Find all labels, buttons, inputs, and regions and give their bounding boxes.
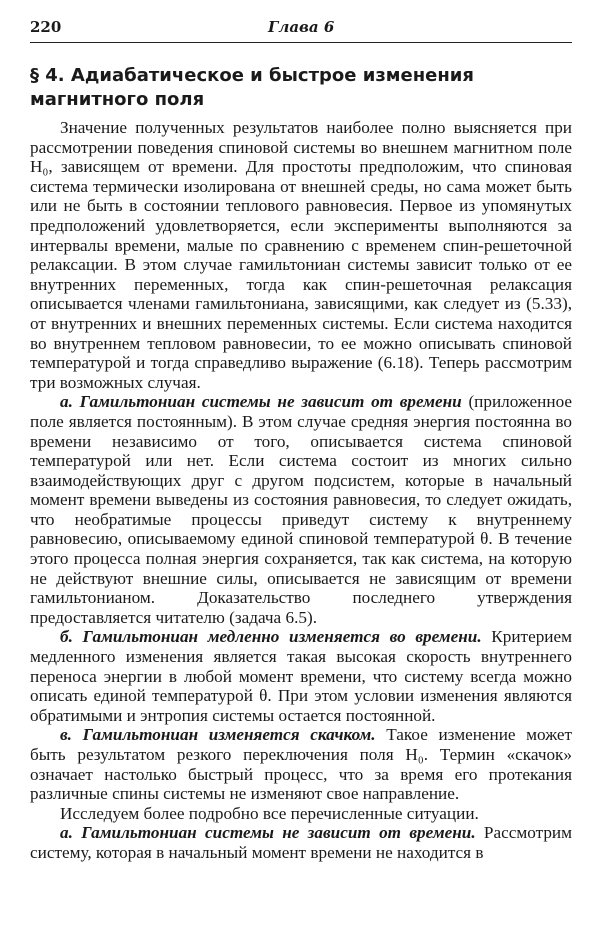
section-title-line1: § 4. Адиабатическое и быстрое изменения	[30, 65, 474, 86]
chapter-title: Глава 6	[268, 18, 335, 36]
paragraph-case-b	[30, 627, 572, 725]
section-title-line2: магнитного поля	[30, 89, 205, 110]
paragraph-transition: Исследуем более подробно все перечисленные ситуации.	[60, 803, 479, 823]
header-rule	[30, 42, 572, 43]
case-c-text: Такое изменение может быть результатом резкого переключения поля H₀. Термин «скачок» означает настолько быстрый процесс, что за время его протекания различные спины системы не изменяют свое направление.	[30, 725, 572, 804]
body-text	[30, 118, 572, 863]
paragraph-case-a-detail	[30, 823, 572, 862]
case-a-detail-label: а. Гамильтониан системы не зависит от времени.	[60, 823, 476, 843]
case-b-text: Критерием медленного изменения является такая высокая скорость внутреннего переноса энергии в любой момент времени, что систему всегда можно описать единой температурой θ. При этом условии изменения являются обратимыми и энтропия системы остается постоянной.	[30, 627, 572, 725]
case-c-label: в. Гамильтониан изменяется скачком.	[60, 725, 376, 745]
section-title	[30, 64, 570, 112]
case-b-label: б. Гамильтониан медленно изменяется во времени.	[60, 627, 482, 647]
paragraph-case-c	[30, 725, 572, 803]
paragraph-intro: Значение полученных результатов наиболее полно выясняется при рассмотрении поведения спиновой системы во внешнем магнитном поле H₀, зависящем от времени. Для простоты предположим, что спиновая система термически изолирована от внешней среды, но сама может быть или не быть в состоянии теплового равновесия. Первое из упомянутых предположений удовлетворяется, если эксперименты выполняются за интервалы времени, малые по сравнению с временем спин-решеточной релаксации. В этом случае гамильтониан системы зависит только от ее внутренних переменных, тогда как спин-решеточная релаксация описывается членами гамильтониана, зависящими, как следует из (5.33), от внутренних и внешних переменных системы. Если система находится во внутреннем тепловом равновесии, то ее можно описывать спиновой температурой и тогда справедливо выражение (6.18). Теперь рассмотрим три возможных случая.	[30, 118, 572, 392]
case-a-detail-text: Рассмотрим систему, которая в начальный момент времени не находится в	[30, 823, 573, 862]
page-number: 220	[30, 18, 62, 36]
case-a-label: а. Гамильтониан системы не зависит от времени	[60, 392, 462, 412]
paragraph-case-a	[30, 392, 572, 627]
page-header	[30, 18, 570, 38]
case-a-text: (приложенное поле является постоянным). В этом случае средняя энергия постоянна во времени независимо от того, описывается система спиновой температурой или нет. Если система состоит из многих сильно взаимодействующих друг с другом подсистем, которые в начальный момент времени выведены из состояния равновесия, то следует ожидать, что необратимые процессы приведут систему к внутреннему равновесию, описываемому единой спиновой температурой θ. В течение этого процесса полная энергия сохраняется, так как система, на которую не действуют внешние силы, описывается не зависящим от времени гамильтонианом. Доказательство последнего утверждения предоставляется читателю (задача 6.5).	[30, 392, 573, 627]
